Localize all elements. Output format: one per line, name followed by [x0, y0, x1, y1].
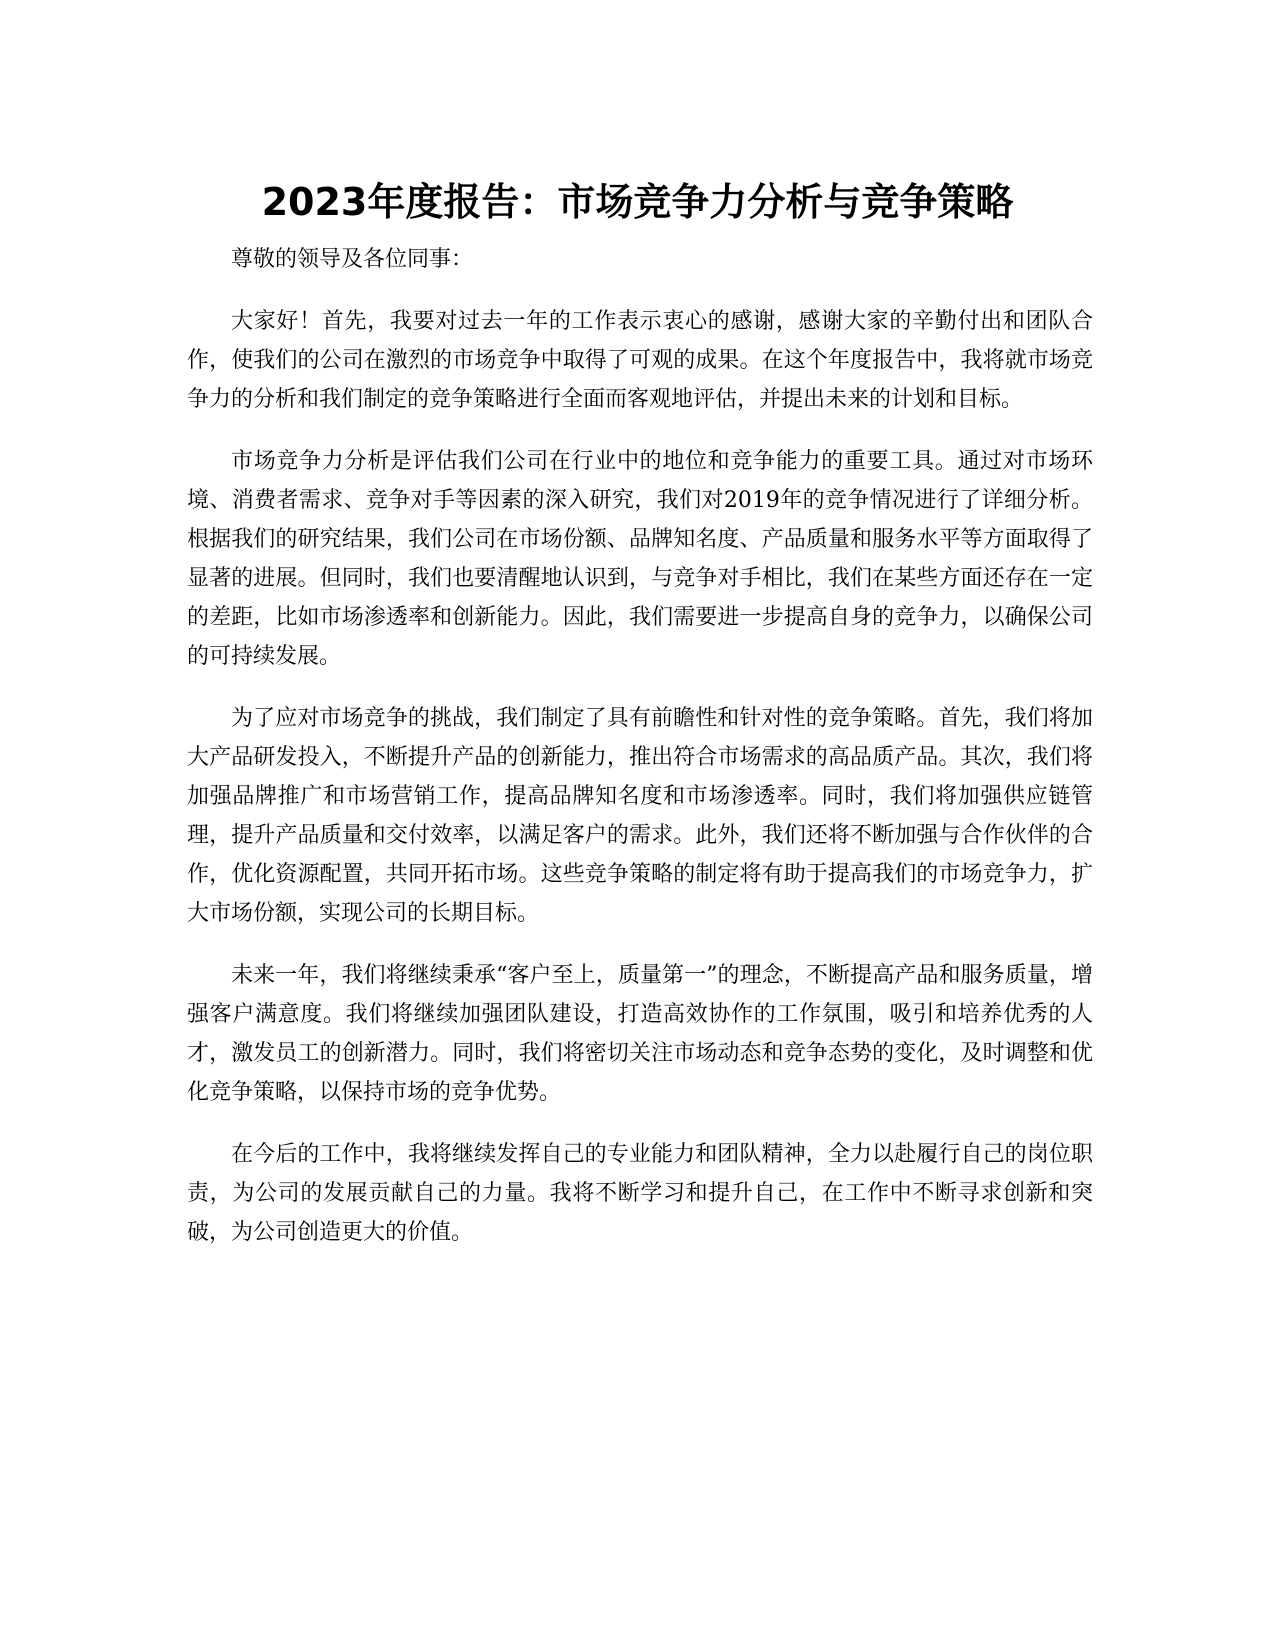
future-plan-paragraph: 未来一年，我们将继续秉承“客户至上，质量第一”的理念，不断提高产品和服务质量，增强客户满意度。我们将继续加强团队建设，打造高效协作的工作氛围，吸引和培养优秀的人才，激发员工的创新潜力。同时，我们将密切关注市场动态和竞争态势的变化，及时调整和优化竞争策略，以保持市场的竞争优势。: [187, 963, 1093, 1105]
analysis-paragraph: 市场竞争力分析是评估我们公司在行业中的地位和竞争能力的重要工具。通过对市场环境、消费者需求、竞争对手等因素的深入研究，我们对2019年的竞争情况进行了详细分析。根据我们的研究结果，我们公司在市场份额、品牌知名度、产品质量和服务水平等方面取得了显著的进展。但同时，我们也要清醒地认识到，与竞争对手相比，我们在某些方面还存在一定的差距，比如市场渗透率和创新能力。因此，我们需要进一步提高自身的竞争力，以确保公司的可持续发展。: [187, 449, 1093, 669]
salutation-paragraph: 尊敬的领导及各位同事：: [231, 247, 474, 272]
opening-paragraph: 大家好！首先，我要对过去一年的工作表示衷心的感谢，感谢大家的辛勤付出和团队合作，使我们的公司在激烈的市场竞争中取得了可观的成果。在这个年度报告中，我将就市场竞争力的分析和我们制定的竞争策略进行全面而客观地评估，并提出未来的计划和目标。: [187, 309, 1093, 412]
closing-paragraph: 在今后的工作中，我将继续发挥自己的专业能力和团队精神，全力以赴履行自己的岗位职责，为公司的发展贡献自己的力量。我将不断学习和提升自己，在工作中不断寻求创新和突破，为公司创造更大的价值。: [187, 1142, 1093, 1245]
strategy-paragraph: 为了应对市场竞争的挑战，我们制定了具有前瞻性和针对性的竞争策略。首先，我们将加大产品研发投入，不断提升产品的创新能力，推出符合市场需求的高品质产品。其次，我们将加强品牌推广和市场营销工作，提高品牌知名度和市场渗透率。同时，我们将加强供应链管理，提升产品质量和交付效率，以满足客户的需求。此外，我们还将不断加强与合作伙伴的合作，优化资源配置，共同开拓市场。这些竞争策略的制定将有助于提高我们的市场竞争力，扩大市场份额，实现公司的长期目标。: [187, 706, 1093, 926]
document-body: [187, 240, 1093, 1275]
document-title: 2023年度报告：市场竞争力分析与竞争策略: [261, 180, 1014, 225]
